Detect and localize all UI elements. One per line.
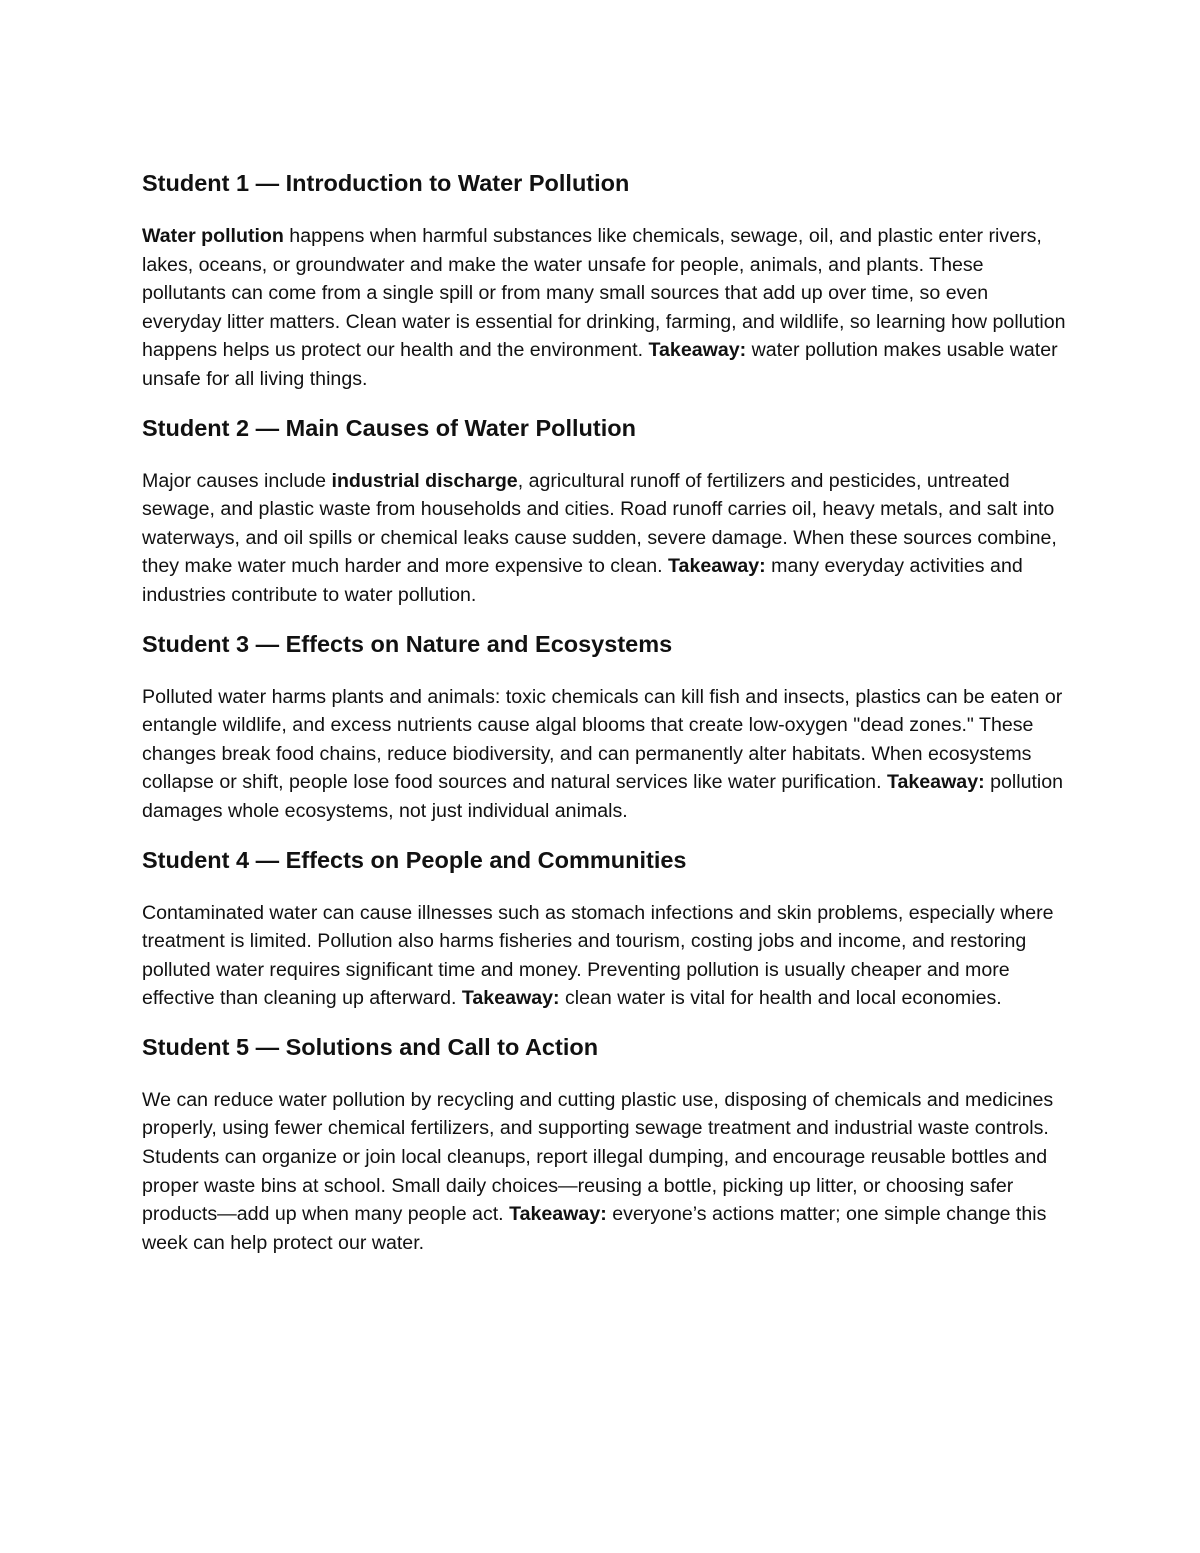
section-paragraph: [142, 1086, 1072, 1258]
paragraph-text: Contaminated water can cause illnesses such as stomach infections and skin problems, especially where treatment is limited. Pollution also harms fisheries and tourism, costing jobs and income, and restoring polluted water requires significant time and money. Preventing pollution is usually cheaper and more effective than cleaning up afterward.: [142, 901, 1054, 1010]
section-heading: Student 2 — Main Causes of Water Pollution: [142, 414, 636, 441]
paragraph-text: Polluted water harms plants and animals: toxic chemicals can kill fish and insects, plastics can be eaten or entangle wildlife, and excess nutrients cause algal blooms that create low-oxygen "dead zones." These changes break food chains, reduce biodiversity, and can permanently alter habitats. When ecosystems collapse or shift, people lose food sources and natural services like water purification.: [142, 685, 1063, 794]
bold-term: industrial discharge: [331, 469, 518, 492]
takeaway-label: Takeaway:: [648, 339, 747, 362]
section-student-5: [142, 1030, 1072, 1258]
takeaway-label: Takeaway:: [461, 987, 560, 1010]
section-student-2: [142, 411, 1072, 610]
takeaway-text: pollution damages whole ecosystems, not just individual animals.: [142, 771, 1064, 822]
section-student-3: [142, 627, 1072, 826]
bold-term: Water pollution: [142, 225, 284, 247]
section-paragraph: [142, 899, 1072, 1013]
takeaway-text: everyone’s actions matter; one simple change this week can help protect our water.: [142, 1203, 1047, 1254]
section-heading: Student 3 — Effects on Nature and Ecosystems: [142, 630, 673, 657]
takeaway-text: many everyday activities and industries contribute to water pollution.: [142, 555, 1023, 606]
takeaway-label: Takeaway:: [509, 1203, 607, 1226]
section-paragraph: [142, 467, 1072, 610]
takeaway-text: water pollution makes usable water unsafe for all living things.: [142, 339, 1058, 390]
section-heading: Student 4 — Effects on People and Communities: [142, 846, 687, 873]
paragraph-text: , agricultural runoff of fertilizers and pesticides, untreated sewage, and plastic waste from households and cities. Road runoff carries oil, heavy metals, and salt into waterways, and oil spills or chemical leaks cause sudden, severe damage. When these sources combine, they make water much harder and more expensive to clean.: [142, 469, 1057, 578]
takeaway-label: Takeaway:: [668, 555, 766, 578]
section-student-4: [142, 843, 1072, 1013]
section-heading: Student 1 — Introduction to Water Pollution: [142, 170, 630, 196]
paragraph-text: We can reduce water pollution by recycling and cutting plastic use, disposing of chemicals and medicines properly, using fewer chemical fertilizers, and supporting sewage treatment and industrial waste controls. Students can organize or join local cleanups, report illegal dumping, and encourage reusable bottles and proper waste bins at school. Small daily choices—reusing a bottle, picking up litter, or choosing safer products—add up when many people act.: [142, 1088, 1054, 1226]
paragraph-text: happens when harmful substances like chemicals, sewage, oil, and plastic enter rivers, lakes, oceans, or groundwater and make the water unsafe for people, animals, and plants. These pollutants can come from a single spill or from many small sources that add up over time, so even everyday litter matters. Clean water is essential for drinking, farming, and wildlife, so learning how pollution happens helps us protect our health and the environment.: [142, 225, 1066, 362]
section-student-1: [142, 166, 1072, 394]
takeaway-text: clean water is vital for health and local economies.: [559, 987, 1002, 1010]
section-paragraph: [142, 683, 1072, 826]
paragraph-text: Major causes include: [142, 469, 332, 492]
document-page: [142, 166, 1072, 1274]
section-heading: Student 5 — Solutions and Call to Action: [142, 1033, 599, 1060]
takeaway-label: Takeaway:: [886, 771, 985, 794]
section-paragraph: [142, 222, 1072, 394]
